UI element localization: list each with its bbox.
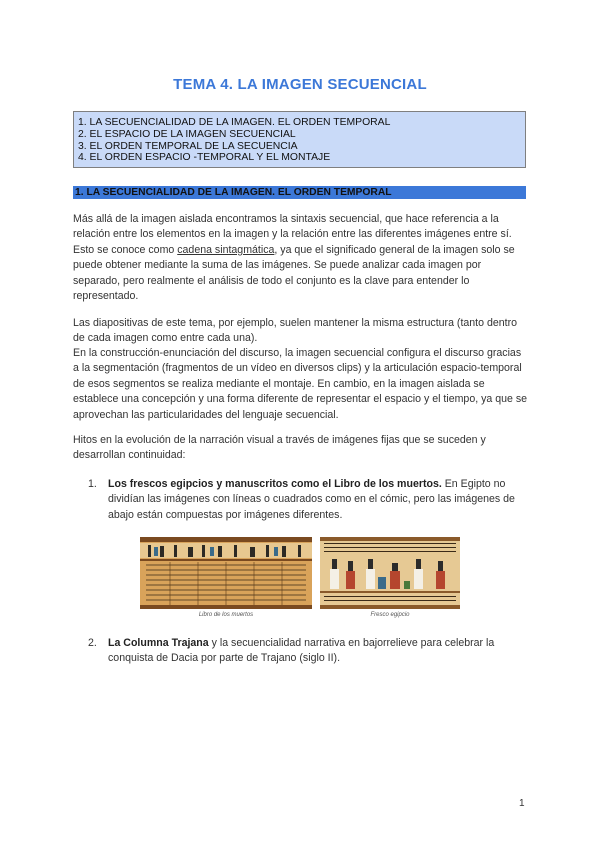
page-title: TEMA 4. LA IMAGEN SECUENCIAL: [173, 76, 427, 93]
cadena-sintagmatica-term: cadena sintagmática: [177, 243, 275, 256]
libro-de-los-muertos-image: [140, 537, 312, 609]
list-number: 1.: [88, 478, 97, 490]
list-item-title: La Columna Trajana: [108, 637, 209, 649]
figure-libro-muertos: [140, 537, 312, 618]
list-item: [88, 477, 528, 523]
toc-item: 3. EL ORDEN TEMPORAL DE LA SECUENCIA: [78, 140, 298, 152]
paragraph-intro: [73, 212, 528, 304]
toc-item: 2. EL ESPACIO DE LA IMAGEN SECUENCIAL: [78, 128, 296, 140]
figure-fresco-egipcio: [320, 537, 460, 618]
list-item-text: y la secuencialidad narrativa en bajorrelieve para celebrar la conquista de Dacia por parte de Trajano (siglo II).: [108, 637, 495, 665]
fresco-egipcio-image: [320, 537, 460, 609]
table-of-contents: [73, 111, 526, 168]
toc-item: 4. EL ORDEN ESPACIO -TEMPORAL Y EL MONTAJE: [78, 152, 331, 164]
paragraph-hitos: Hitos en la evolución de la narración visual a través de imágenes fijas que se suceden y desarrollan continuidad:: [73, 434, 486, 462]
paragraph-construccion: En la construcción-enunciación del discurso, la imagen secuencial configura el discurso gracias a la segmentación (fragmentos de un vídeo en diversos clips) y la articulación espacio-temporal de esos segmentos se realiza mediante el montaje. En cambio, en la imagen aislada se establece una concepción y una forma diferente de representar el espacio y el tiempo, ya que se aprovechan las particularidades del lenguaje secuencial.: [73, 347, 528, 421]
figure-caption: Libro de los muertos: [198, 612, 254, 618]
toc-item: 1. LA SECUENCIALIDAD DE LA IMAGEN. EL ORDEN TEMPORAL: [78, 117, 391, 128]
paragraph-text: , ya que el significado general de la imagen solo se puede obtener mediante la suma de las imágenes. Se puede analizar cada imagen por separado, pero realmente el análisis de todo el conjunto es la clave para entender lo representado.: [73, 243, 515, 303]
section-heading: 1. LA SECUENCIALIDAD DE LA IMAGEN. EL ORDEN TEMPORAL: [73, 186, 526, 199]
list-item-title: Los frescos egipcios y manuscritos como el Libro de los muertos.: [108, 478, 442, 490]
figure-caption: Fresco egipcio: [370, 612, 410, 618]
page-number: 1: [519, 798, 525, 809]
list-number: 2.: [88, 637, 97, 649]
list-item: [88, 636, 528, 667]
list-item-text: En Egipto no dividían las imágenes con líneas o cuadrados como en el cómic, pero las imágenes de abajo están compuestas por imágenes diferentes.: [108, 478, 515, 521]
paragraph-text: Más allá de la imagen aislada encontramos la sintaxis secuencial, que hace referencia a la relación entre los elementos en la imagen y la relación entre las diferentes imágenes entre sí. Esto se conoce como: [73, 213, 512, 256]
paragraph-diapositivas: Las diapositivas de este tema, por ejemplo, suelen mantener la misma estructura (tanto dentro de cada imagen como entre cada una).: [73, 317, 517, 345]
